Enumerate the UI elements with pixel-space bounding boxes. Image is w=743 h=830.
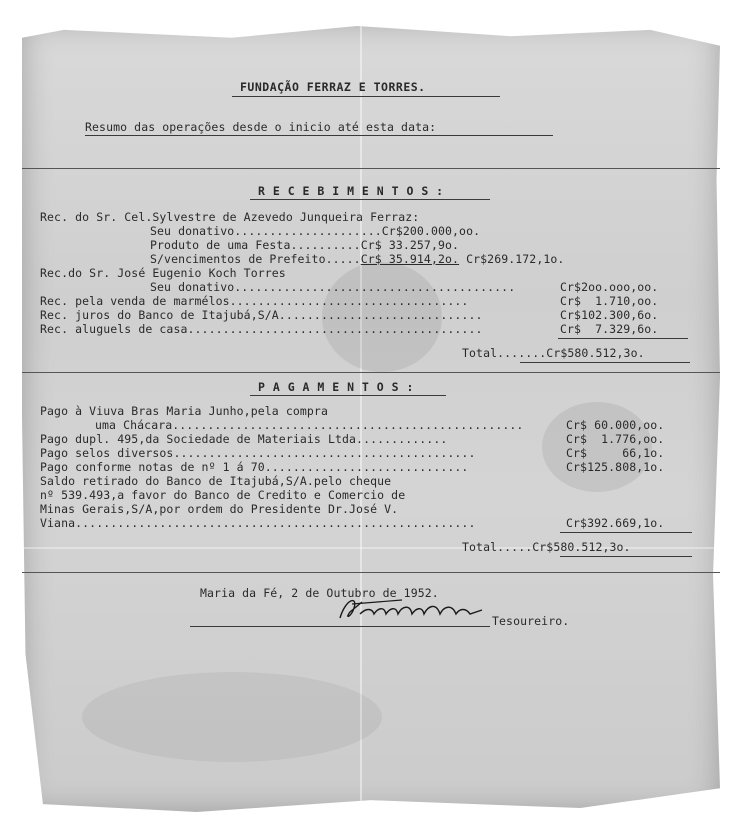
list-item: Saldo retirado do Banco de Itajubá,S/A.pelo cheque <box>40 474 392 488</box>
total-underline <box>520 362 690 363</box>
recebimentos-heading-underline <box>250 199 490 200</box>
amount-value: Cr$ 66,1o. <box>566 446 665 460</box>
list-item: Rec.do Sr. José Eugenio Koch Torres <box>40 266 286 280</box>
list-item: Rec. pela venda de marmélos.................................. <box>40 294 469 308</box>
section-divider <box>22 168 720 169</box>
list-item: Rec. do Sr. Cel.Sylvestre de Azevedo Junqueira Ferraz: <box>40 210 420 224</box>
total-row: Total.......Cr$580.512,3o. <box>462 346 645 360</box>
list-item: Rec. juros do Banco de Itajubá,S/A............................. <box>40 308 483 322</box>
amount-value: Cr$ 1.710,oo. <box>560 294 659 308</box>
list-item: Minas Gerais,S/A,por ordem do Presidente Dr.José V. <box>40 502 399 516</box>
list-item: Seu donativo........................................ <box>150 280 516 294</box>
sum-line <box>560 532 692 533</box>
amount-value: Cr$125.808,1o. <box>566 460 665 474</box>
document-subtitle: Resumo das operações desde o inicio até esta data: <box>85 120 437 134</box>
amount-value: Cr$392.669,1o. <box>566 516 665 530</box>
sum-line <box>558 338 688 339</box>
place-date: Maria da Fé, 2 de Outubro de 1952. <box>200 586 439 600</box>
document-title: FUNDAÇÃO FERRAZ E TORRES. <box>240 80 426 94</box>
pagamentos-heading-underline <box>250 395 446 396</box>
list-item: nº 539.493,a favor do Banco de Credito e Comercio de <box>40 488 406 502</box>
list-item: Pago dupl. 495,da Sociedade de Materiais Ltda............. <box>40 432 448 446</box>
amount-value: Cr$ 60.000,oo. <box>566 418 665 432</box>
total-underline <box>560 556 692 557</box>
list-item: Pago conforme notas de nº 1 á 70............................. <box>40 460 469 474</box>
signature <box>332 590 492 630</box>
title-underline <box>232 96 500 97</box>
signer-role: Tesoureiro. <box>492 614 570 628</box>
amount-value: Cr$ 7.329,6o. <box>560 322 659 336</box>
amount-value: Cr$2oo.ooo,oo. <box>560 280 659 294</box>
list-item: Seu donativo.....................Cr$200.000,oo. <box>150 224 481 238</box>
section-divider <box>22 572 720 573</box>
recebimentos-heading: R E C E B I M E N T O S : <box>258 184 444 198</box>
list-item: S/vencimentos de Prefeito.....Cr$ 35.914,2o. Cr$269.172,1o. <box>150 252 565 266</box>
stain <box>82 672 382 762</box>
signature-line <box>190 626 490 627</box>
list-item: Pago selos diversos........................................... <box>40 446 476 460</box>
list-item: Pago à Viuva Bras Maria Junho,pela compra <box>40 404 328 418</box>
pagamentos-heading: P A G A M E N T O S : <box>258 380 414 394</box>
section-divider <box>22 372 720 373</box>
list-item: Viana......................................................... <box>40 516 476 530</box>
list-item: Rec. aluguels de casa.......................................... <box>40 322 483 336</box>
subtitle-underline <box>85 135 553 136</box>
amount-value: Cr$102.300,6o. <box>560 308 659 322</box>
amount-value: Cr$ 1.776,oo. <box>566 432 665 446</box>
list-item: uma Chácara.................................................. <box>95 418 524 432</box>
list-item: Produto de uma Festa..........Cr$ 33.257,9o. <box>150 238 460 252</box>
total-row: Total.....Cr$580.512,3o. <box>462 540 631 554</box>
